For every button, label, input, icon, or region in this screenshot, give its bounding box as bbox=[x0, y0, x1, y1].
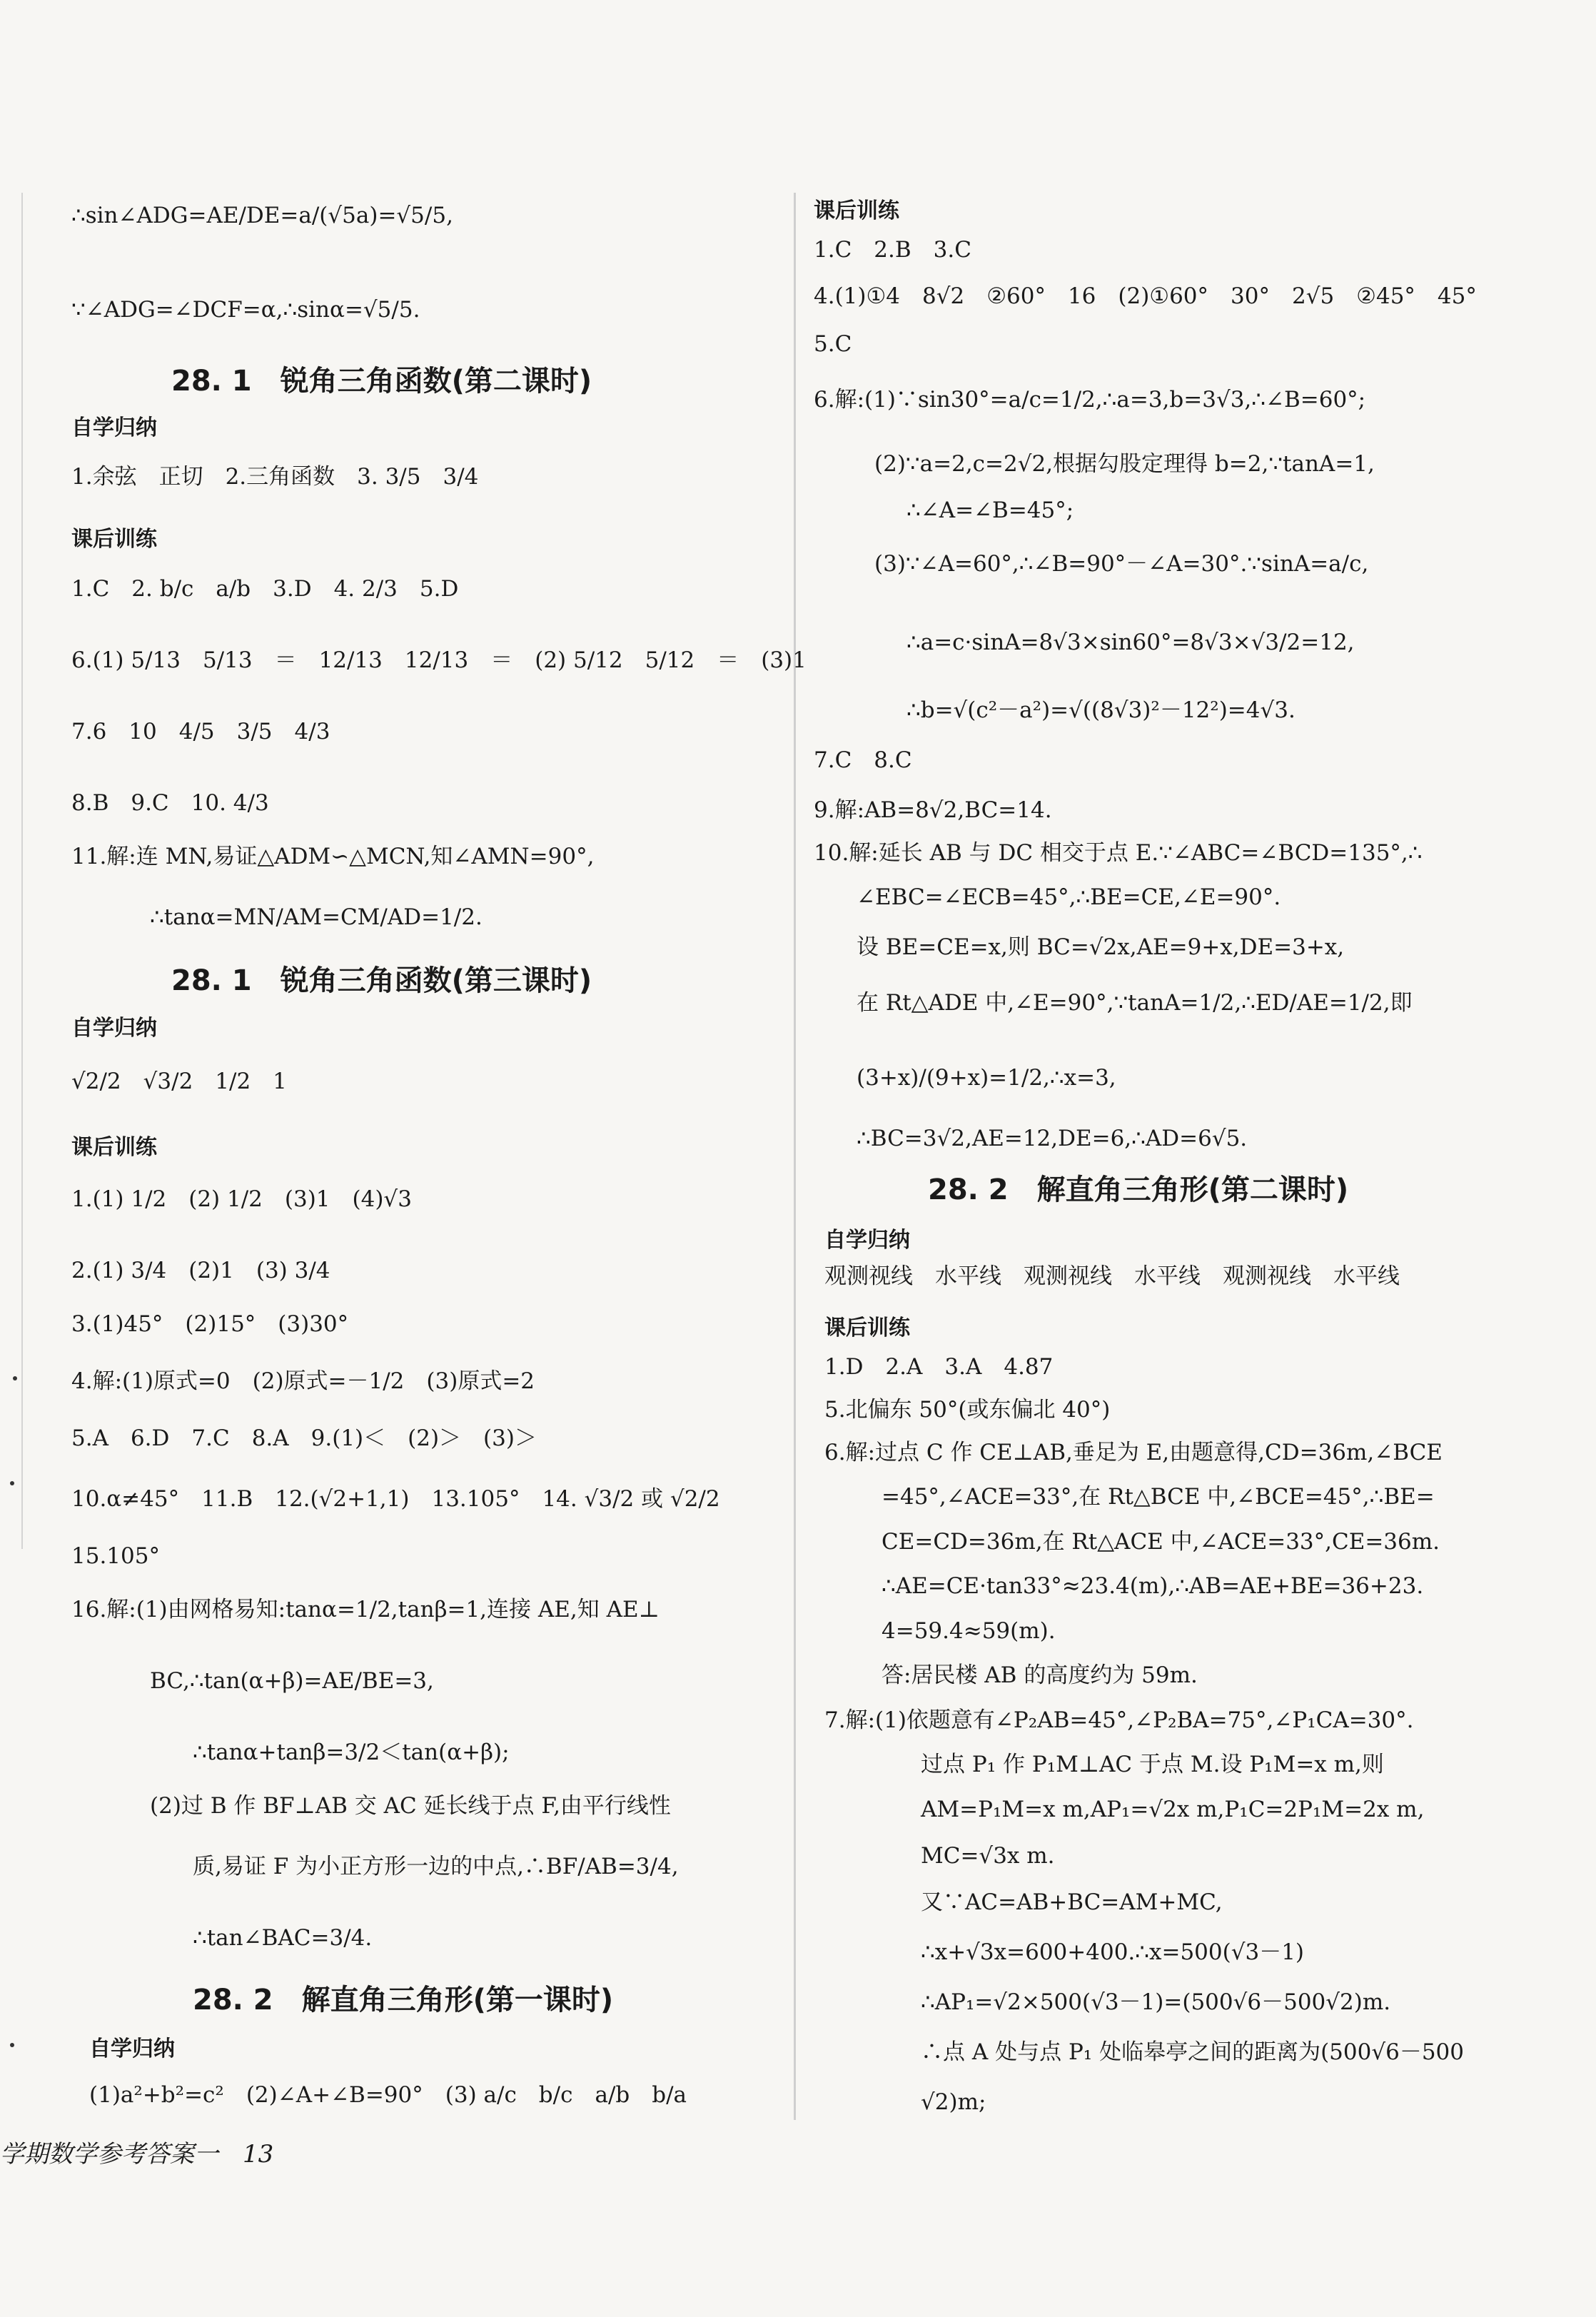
section-heading: 课后训练 bbox=[71, 1135, 157, 1160]
answer-line: 11.解:连 MN,易证△ADM∽△MCN,知∠AMN=90°, bbox=[71, 844, 595, 869]
answer-line: CE=CD=36m,在 Rt△ACE 中,∠ACE=33°,CE=36m. bbox=[882, 1529, 1440, 1555]
answer-line: 1.余弦 正切 2.三角函数 3. 3/5 3/4 bbox=[71, 464, 479, 490]
section-heading: 自学归纳 bbox=[71, 415, 157, 440]
answer-line: 15.105° bbox=[71, 1543, 160, 1569]
answer-line: 7.解:(1)依题意有∠P₂AB=45°,∠P₂BA=75°,∠P₁CA=30°. bbox=[824, 1707, 1414, 1733]
answer-line: 16.解:(1)由网格易知:tanα=1/2,tanβ=1,连接 AE,知 AE⊥ bbox=[71, 1597, 660, 1622]
answer-line: ∵∠ADG=∠DCF=α,∴sinα=√5/5. bbox=[71, 297, 420, 323]
answer-line: 2.(1) 3/4 (2)1 (3) 3/4 bbox=[71, 1258, 330, 1283]
section-title: 28. 1 锐角三角函数(第三课时) bbox=[171, 964, 592, 997]
answer-line: 过点 P₁ 作 P₁M⊥AC 于点 M.设 P₁M=x m,则 bbox=[921, 1752, 1384, 1777]
section-heading: 自学归纳 bbox=[71, 1016, 157, 1041]
answer-line: ∴sin∠ADG=AE/DE=a/(√5a)=√5/5, bbox=[71, 203, 453, 228]
answer-line: 6.(1) 5/13 5/13 ＝ 12/13 12/13 ＝ (2) 5/12 5/12 ＝ (3)1 bbox=[71, 647, 807, 673]
answer-line: 3.(1)45° (2)15° (3)30° bbox=[71, 1311, 349, 1337]
answer-line: 8.B 9.C 10. 4/3 bbox=[71, 790, 269, 816]
answer-line: (2)过 B 作 BF⊥AB 交 AC 延长线于点 F,由平行线性 bbox=[150, 1793, 671, 1819]
answer-line: ∴tan∠BAC=3/4. bbox=[193, 1925, 373, 1951]
section-title: 28. 1 锐角三角函数(第二课时) bbox=[171, 365, 592, 398]
page-edge-line bbox=[21, 193, 23, 1549]
answer-line: 5.C bbox=[814, 331, 852, 357]
section-heading: 自学归纳 bbox=[824, 1228, 910, 1253]
answer-line: 质,易证 F 为小正方形一边的中点,∴BF/AB=3/4, bbox=[193, 1854, 679, 1879]
margin-mark bbox=[13, 1376, 17, 1380]
answer-line: ∴tanα+tanβ=3/2＜tan(α+β); bbox=[193, 1740, 510, 1765]
answer-line: √2)m; bbox=[921, 2089, 986, 2115]
answer-line: 1.D 2.A 3.A 4.87 bbox=[824, 1354, 1054, 1380]
section-heading: 课后训练 bbox=[71, 527, 157, 552]
answer-line: 7.6 10 4/5 3/5 4/3 bbox=[71, 719, 330, 744]
section-heading: 课后训练 bbox=[814, 198, 899, 223]
answer-line: (3)∵∠A=60°,∴∠B=90°－∠A=30°.∵sinA=a/c, bbox=[874, 551, 1369, 577]
answer-line: BC,∴tan(α+β)=AE/BE=3, bbox=[150, 1668, 434, 1694]
answer-line: 又∵AC=AB+BC=AM+MC, bbox=[921, 1889, 1223, 1915]
answer-line: (1)a²+b²=c² (2)∠A+∠B=90° (3) a/c b/c a/b b/a bbox=[89, 2082, 687, 2108]
answer-line: ∴tanα=MN/AM=CM/AD=1/2. bbox=[150, 904, 483, 930]
answer-line: ∠EBC=∠ECB=45°,∴BE=CE,∠E=90°. bbox=[857, 884, 1281, 910]
answer-line: 在 Rt△ADE 中,∠E=90°,∵tanA=1/2,∴ED/AE=1/2,即 bbox=[857, 990, 1413, 1016]
margin-mark bbox=[10, 1481, 14, 1485]
answer-line: 6.解:(1)∵sin30°=a/c=1/2,∴a=3,b=3√3,∴∠B=60°; bbox=[814, 387, 1366, 413]
answer-line: MC=√3x m. bbox=[921, 1843, 1055, 1869]
answer-line: 7.C 8.C bbox=[814, 747, 912, 773]
answer-line: (3+x)/(9+x)=1/2,∴x=3, bbox=[857, 1065, 1116, 1091]
column-divider bbox=[794, 193, 796, 2120]
answer-line: ∴AE=CE·tan33°≈23.4(m),∴AB=AE+BE=36+23. bbox=[882, 1573, 1424, 1599]
page-footer: 学期数学参考答案一 13 bbox=[0, 2140, 274, 2169]
answer-line: 10.α≠45° 11.B 12.(√2+1,1) 13.105° 14. √3/2 或 √2/2 bbox=[71, 1486, 720, 1512]
section-title: 28. 2 解直角三角形(第一课时) bbox=[193, 1984, 614, 2016]
answer-line: 4.(1)①4 8√2 ②60° 16 (2)①60° 30° 2√5 ②45° 45° bbox=[814, 283, 1477, 309]
answer-line: 4.解:(1)原式=0 (2)原式=－1/2 (3)原式=2 bbox=[71, 1368, 535, 1394]
answer-line: 设 BE=CE=x,则 BC=√2x,AE=9+x,DE=3+x, bbox=[857, 934, 1345, 960]
section-title: 28. 2 解直角三角形(第二课时) bbox=[928, 1173, 1349, 1206]
answer-line: ∴∠A=∠B=45°; bbox=[906, 498, 1074, 523]
answer-line: 5.A 6.D 7.C 8.A 9.(1)＜ (2)＞ (3)＞ bbox=[71, 1425, 537, 1451]
answer-line: 1.C 2.B 3.C bbox=[814, 237, 971, 263]
margin-mark bbox=[10, 2043, 14, 2047]
answer-line: ∴BC=3√2,AE=12,DE=6,∴AD=6√5. bbox=[857, 1126, 1248, 1151]
answer-line: 1.C 2. b/c a/b 3.D 4. 2/3 5.D bbox=[71, 576, 459, 602]
answer-line: 4=59.4≈59(m). bbox=[882, 1618, 1056, 1644]
answer-line: AM=P₁M=x m,AP₁=√2x m,P₁C=2P₁M=2x m, bbox=[921, 1797, 1425, 1822]
answer-line: 9.解:AB=8√2,BC=14. bbox=[814, 797, 1052, 823]
answer-line: ∴x+√3x=600+400.∴x=500(√3－1) bbox=[921, 1939, 1305, 1965]
answer-line: 6.解:过点 C 作 CE⊥AB,垂足为 E,由题意得,CD=36m,∠BCE bbox=[824, 1440, 1443, 1465]
answer-line: ∴点 A 处与点 P₁ 处临皋亭之间的距离为(500√6－500 bbox=[921, 2039, 1464, 2065]
answer-line: 10.解:延长 AB 与 DC 相交于点 E.∵∠ABC=∠BCD=135°,∴ bbox=[814, 840, 1423, 866]
section-heading: 自学归纳 bbox=[89, 2036, 175, 2061]
answer-line: (2)∵a=2,c=2√2,根据勾股定理得 b=2,∵tanA=1, bbox=[874, 451, 1375, 477]
answer-line: 观测视线 水平线 观测视线 水平线 观测视线 水平线 bbox=[824, 1263, 1400, 1289]
answer-line: 1.(1) 1/2 (2) 1/2 (3)1 (4)√3 bbox=[71, 1186, 412, 1212]
answer-line: =45°,∠ACE=33°,在 Rt△BCE 中,∠BCE=45°,∴BE= bbox=[882, 1484, 1435, 1510]
answer-line: 5.北偏东 50°(或东偏北 40°) bbox=[824, 1397, 1111, 1423]
answer-line: ∴AP₁=√2×500(√3－1)=(500√6－500√2)m. bbox=[921, 1989, 1391, 2015]
section-heading: 课后训练 bbox=[824, 1316, 910, 1341]
answer-line: √2/2 √3/2 1/2 1 bbox=[71, 1069, 287, 1094]
answer-line: ∴b=√(c²－a²)=√((8√3)²－12²)=4√3. bbox=[906, 697, 1296, 723]
answer-line: ∴a=c·sinA=8√3×sin60°=8√3×√3/2=12, bbox=[906, 630, 1355, 655]
answer-line: 答:居民楼 AB 的高度约为 59m. bbox=[882, 1662, 1198, 1688]
